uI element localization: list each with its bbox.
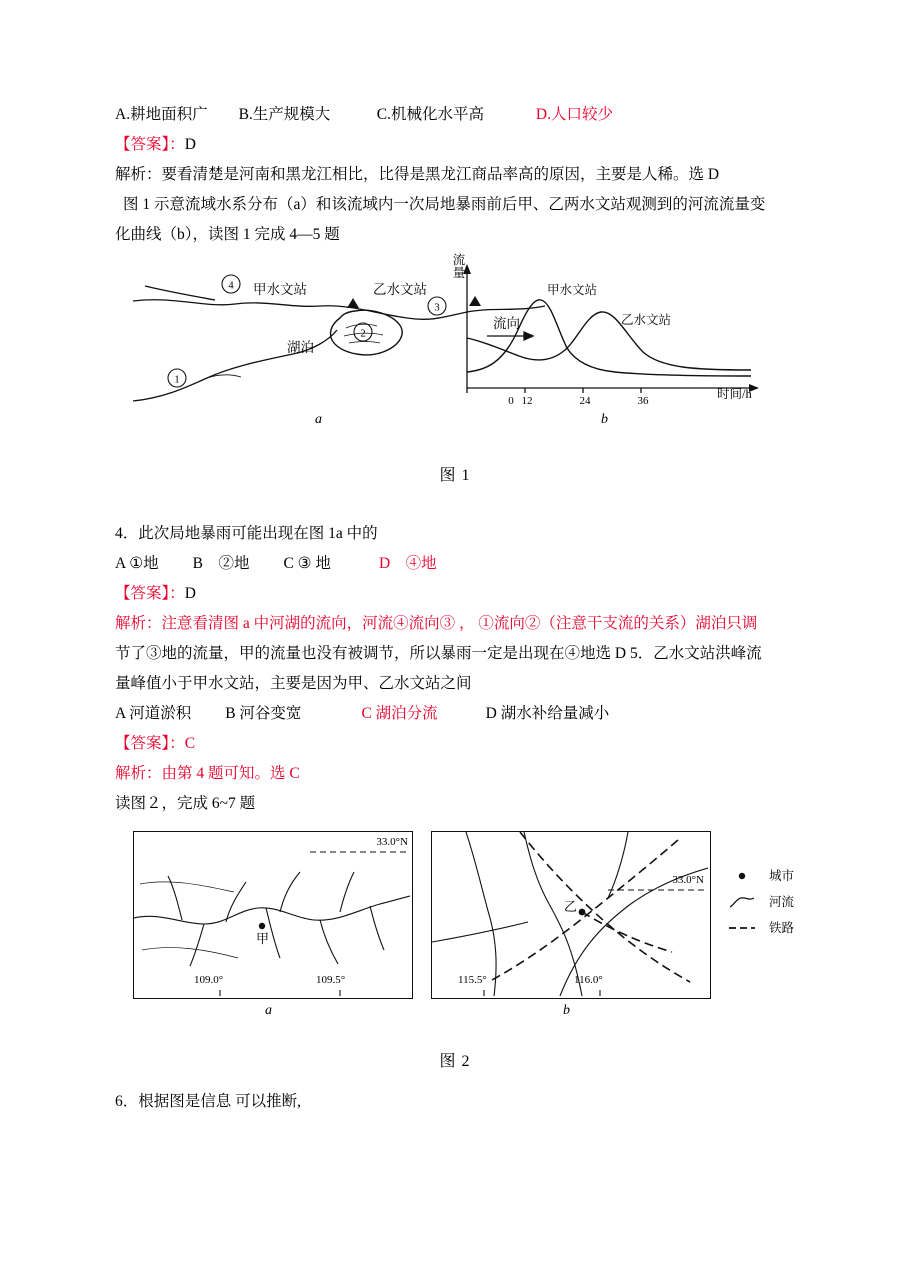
figure1-intro-text1: 图 1 示意流域水系分布（a）和该流域内一次局地暴雨前后甲、乙两水文站观测到的河流流量变 xyxy=(123,196,766,213)
figure1-intro-line2: 化曲线（b），读图 1 完成 4—5 题 xyxy=(115,226,340,243)
figure1a-node3-label: 3 xyxy=(434,302,440,314)
legend-label-railway: 铁路 xyxy=(769,921,795,935)
figure1 xyxy=(115,253,795,456)
question3-answer-line xyxy=(115,130,795,160)
question3-answer-value: D xyxy=(184,136,196,153)
yi-station-triangle xyxy=(469,296,481,306)
question4-answer-label: 【答案】： xyxy=(115,585,185,602)
figure1a-node1-label: 1 xyxy=(174,374,180,386)
figure1b-tick-0: 0 xyxy=(508,395,514,407)
figure1-intro-line1 xyxy=(115,190,795,220)
figure1a-yi-station-label: 乙水文站 xyxy=(373,282,427,297)
figure1a-jia-station-label: 甲水文站 xyxy=(253,282,307,297)
legend-label-city: 城市 xyxy=(769,869,795,883)
question5-option-b: B 河谷变宽 xyxy=(225,705,302,722)
question5-explanation: 解析：由第 4 题可知。选 C xyxy=(115,765,300,782)
question5-answer-label: 【答案】： xyxy=(115,735,185,752)
question5-option-a: A 河道淤积 xyxy=(115,705,192,722)
figure1a-node2-label: 2 xyxy=(360,328,366,340)
figure1-caption: 图 1 xyxy=(439,467,471,484)
figure1a-node4-label: 4 xyxy=(228,280,234,292)
figure2-map-a-city-label: 甲 xyxy=(256,931,270,946)
question6-stem: 6．根据图是信息 可以推断, xyxy=(115,1093,302,1110)
figure1b-curve-yi-label: 乙水文站 xyxy=(621,313,672,327)
question5-answer-line xyxy=(115,729,795,759)
question3-explanation: 解析：要看清楚是河南和黑龙江相比，比得是黑龙江商品率高的原因，主要是人稀。选 D xyxy=(115,166,720,183)
figure1b-x-axis-label: 时间/h xyxy=(717,387,752,401)
figure2-map-a-lon-left: 109.0° xyxy=(194,974,224,986)
question5-option-d: D 湖水补给量减小 xyxy=(485,705,610,722)
figure2-map-a xyxy=(133,831,413,999)
figure1a-flow-label: 流向 xyxy=(493,316,520,331)
figure2-map-b-lon-right: 116.0° xyxy=(574,974,603,986)
question3-answer-label: 【答案】： xyxy=(115,136,185,153)
figure2-caption: 图 2 xyxy=(439,1053,471,1070)
legend-item-railway xyxy=(727,915,794,941)
railway-line-icon xyxy=(727,922,761,934)
figure2 xyxy=(115,827,795,1032)
jia-station-triangle xyxy=(347,298,359,308)
figure1a-flow-arrow xyxy=(487,332,533,340)
legend-item-river xyxy=(727,889,794,915)
figure2-map-a-lon-right: 109.5° xyxy=(316,974,346,986)
figure2-map-b-lon-left: 115.5° xyxy=(458,974,487,986)
question3-option-d: D.人口较少 xyxy=(535,106,613,123)
figure1b-y-axis-label: 流量 xyxy=(452,253,466,280)
figure2-map-b-city-label: 乙 xyxy=(564,899,578,914)
figure1b-curve-jia-label: 甲水文站 xyxy=(547,283,598,297)
figure2-intro: 读图２，完成 6~7 题 xyxy=(115,795,256,812)
figure1b-tick-24: 24 xyxy=(579,395,591,407)
figure2-map-b-city-dot xyxy=(579,909,586,916)
question4-stem: 4．此次局地暴雨可能出现在图 1a 中的 xyxy=(115,525,378,542)
question4-option-d: D ④地 xyxy=(378,555,437,572)
question4-explanation-line2: 节了③地的流量，甲的流量也没有被调节，所以暴雨一定是出现在④地选 D 5．乙水文站洪峰流 xyxy=(115,645,762,662)
figure1a-lake-label: 湖泊 xyxy=(287,340,314,355)
question4-option-c: C ③ 地 xyxy=(283,555,331,572)
question5-stem: 量峰值小于甲水文站，主要是因为甲、乙水文站之间 xyxy=(115,675,472,692)
question3-options-abc: A.耕地面积广 B.生产规模大 C.机械化水平高 xyxy=(115,106,484,123)
question5-options xyxy=(115,699,795,729)
question4-answer-value: D xyxy=(184,585,196,602)
question4-option-b: B ②地 xyxy=(192,555,250,572)
figure1a-river-network xyxy=(133,286,545,401)
figure2-map-b-lat-label: 33.0°N xyxy=(672,874,704,886)
question3-options-line xyxy=(115,100,795,130)
question4-options xyxy=(115,549,795,579)
document-content xyxy=(115,100,795,1117)
figure1a-sublabel: a xyxy=(315,412,322,427)
figure1b-tick-36: 36 xyxy=(637,395,649,407)
question5-answer-value: C xyxy=(184,735,196,752)
figure2-map-a-sublabel: a xyxy=(265,1003,272,1018)
figure1b-tick-12: 12 xyxy=(521,395,533,407)
figure2-map-b xyxy=(431,831,711,999)
figure2-legend xyxy=(727,863,794,941)
question4-option-a: A ①地 xyxy=(115,555,159,572)
city-dot-icon xyxy=(727,870,761,882)
figure1-svg xyxy=(115,253,795,446)
figure2-map-b-sublabel: b xyxy=(563,1003,570,1018)
question4-explanation-line1: 解析：注意看清图 a 中河湖的流向，河流④流向③ ， ①流向②（注意干支流的关系）湖泊只调 xyxy=(115,615,758,632)
legend-label-river: 河流 xyxy=(769,895,795,909)
figure2-map-a-lat-label: 33.0°N xyxy=(376,836,408,848)
river-line-icon xyxy=(727,895,761,909)
legend-item-city xyxy=(727,863,794,889)
question4-answer-line xyxy=(115,579,795,609)
figure1b-sublabel: b xyxy=(601,412,608,427)
question5-option-c: C 湖泊分流 xyxy=(361,705,438,722)
figure2-map-a-svg xyxy=(134,832,410,996)
